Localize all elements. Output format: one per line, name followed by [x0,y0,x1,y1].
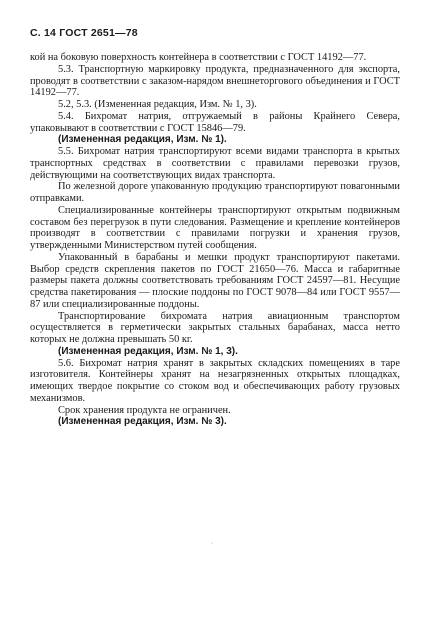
page-mark: · [211,541,213,547]
revision-note-5-4: (Измененная редакция, Изм. № 1). [58,134,227,146]
paragraph-packages: Упакованный в барабаны и мешки продукт транспортируют пакетами. Выбор средств скрепления пакетов по ГОСТ 21650—76. Масса и габаритные размеры пакета должны соответствовать требованиям ГОСТ 24597—81. Несущие средства пакетирования — плоские поддоны по ГОСТ 9078—84 или ГОСТ 9557—87 или специализированные поддоны. [30,251,400,310]
paragraph-shelf-life: Срок хранения продукта не ограничен. [58,404,231,416]
paragraph-5-5: 5.5. Бихромат натрия транспортируют всеми видами транспорта в крытых транспортных средствах в соответствии с правилами перевозки грузов, действующими на соответствующих видах транспорта. [30,146,400,181]
paragraph-5-4: 5.4. Бихромат натрия, отгружаемый в районы Крайнего Севера, упаковывают в соответствии с ГОСТ 15846—79. [30,110,400,134]
revision-note-5-2-5-3: 5.2, 5.3. (Измененная редакция, Изм. № 1, 3). [58,99,257,110]
page-header: С. 14 ГОСТ 2651—78 [30,27,138,39]
paragraph-containers: Специализированные контейнеры транспортируют открытым подвижным составом без перегрузок в пути следования. Размещение и крепление контейнеров производят в соответствии с правилами погрузки и хранения грузов, утвержденными Министерством путей сообщения. [30,204,400,251]
document-body [30,52,400,428]
paragraph-5-3: 5.3. Транспортную маркировку продукта, предназначенного для экспорта, проводят в соответствии с заказом-нарядом внешнеторгового объединения и ГОСТ 14192—77. [30,63,400,99]
paragraph-5-6: 5.6. Бихромат натрия хранят в закрытых складских помещениях в таре изготовителя. Контейнеры хранят на незагрязненных открытых площадках, имеющих твердое покрытие со стоком вод и обеспечивающих работу грузовых механизмов. [30,357,400,404]
paragraph-air-transport: Транспортирование бихромата натрия авиационным транспортом осуществляется в герметически закрытых стальных барабанах, масса нетто которых не должна превышать 50 кг. [30,310,400,345]
paragraph-rail-transport: По железной дороге упакованную продукцию транспортируют повагонными отправками. [30,181,400,204]
paragraph-continuation: кой на боковую поверхность контейнера в соответствии с ГОСТ 14192—77. [30,52,367,63]
revision-note-5-5: (Измененная редакция, Изм. № 1, 3). [58,345,238,357]
revision-note-5-6: (Измененная редакция, Изм. № 3). [58,416,227,428]
